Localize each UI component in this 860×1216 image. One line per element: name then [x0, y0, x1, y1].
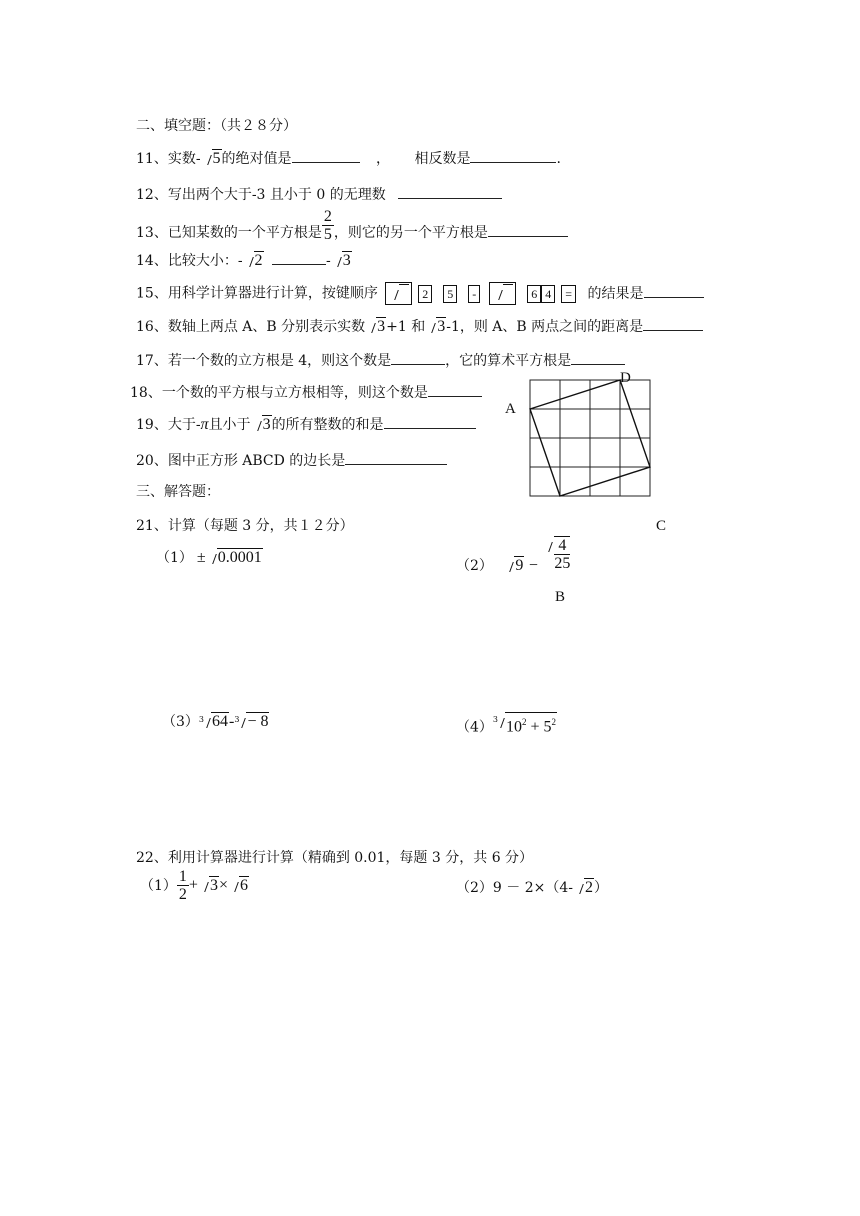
- q11-text-a: 11、实数-: [136, 151, 201, 167]
- q21-part-1: （1） ± 0.0001: [156, 549, 262, 566]
- q21-part-4: $(4)^3$ $10^2 + 5^2$: [456, 712, 557, 737]
- question-17: 17、若一个数的立方根是 4，则这个数是 ，它的算术平方根是: [136, 350, 625, 371]
- q21-part-2: （2） 9 − $\frac{4}{25}$: [456, 537, 571, 575]
- question-18: 18、一个数的平方根与立方根相等，则这个数是: [130, 382, 482, 403]
- key-4: 4: [541, 285, 555, 303]
- key-equals: =: [561, 285, 576, 303]
- question-14: 14、比较大小：- 2 - 3: [136, 252, 351, 269]
- key-6: 6: [527, 285, 541, 303]
- square-abcd-grid-figure: [528, 378, 652, 498]
- question-16: 16、数轴上两点 A、B 分别表示实数 3+1 和 3-1，则 A、B 两点之间的距离是: [136, 316, 703, 337]
- cube-root-neg-8: − 8: [237, 712, 269, 732]
- fraction-2-5: $\frac{2}{5}$: [323, 208, 332, 243]
- sqrt-fraction-4-25: $\frac{4}{25}$: [544, 536, 570, 572]
- answer-blank: [391, 350, 445, 365]
- sqrt-3: 3: [367, 317, 386, 337]
- sqrt-3: 3: [253, 415, 272, 435]
- answer-blank: [384, 414, 476, 429]
- sqrt-2: 2: [245, 251, 264, 271]
- q13-text-b: ，则它的另一个平方根是: [333, 225, 488, 241]
- key-minus: -: [468, 285, 480, 303]
- question-22-title: 22、利用计算器进行计算（精确到 0.01，每题 3 分，共 6 分）: [136, 850, 534, 866]
- answer-blank: [428, 382, 482, 397]
- label-c: C: [656, 518, 667, 534]
- answer-blank: [272, 250, 326, 265]
- q11-text-b: 的绝对值是: [221, 151, 292, 167]
- question-20: 20、图中正方形 ABCD 的边长是: [136, 450, 447, 471]
- section-2-title: 二、填空题：（共２８分）: [136, 118, 297, 134]
- sqrt-3: 3: [200, 876, 219, 896]
- answer-blank: [643, 316, 703, 331]
- key-5: 5: [443, 285, 457, 303]
- grid: [530, 380, 650, 496]
- label-b: B: [555, 589, 566, 605]
- sqrt-3: 3: [333, 251, 352, 271]
- q13-text-a: 13、已知某数的一个平方根是: [136, 225, 322, 241]
- question-21-title: 21、计算（每题 3 分，共１２分）: [136, 518, 354, 534]
- answer-blank: [345, 450, 447, 465]
- key-2: 2: [418, 285, 432, 303]
- q21-part-3: $(3)^3$ 64-$^3$ − 8: [162, 713, 269, 730]
- sqrt-5: 5: [203, 149, 222, 169]
- answer-blank: [292, 148, 360, 163]
- q11-text-d: 相反数是: [414, 151, 471, 167]
- q22-part-1: （1） $\frac{1}{2}$ + 3× 6: [140, 868, 248, 903]
- q22-part-2: （2）9 － 2×（4- 2）: [456, 879, 608, 896]
- label-a: A: [505, 401, 516, 417]
- q11-text-c: ，: [376, 151, 390, 167]
- question-12: [136, 184, 502, 205]
- sqrt-6: 6: [230, 876, 249, 896]
- question-11: 11、实数- 5的绝对值是 ， 相反数是 .: [136, 150, 561, 167]
- cube-root-64: 64: [202, 712, 229, 732]
- answer-blank: [398, 184, 502, 199]
- cube-root-expression: $10^2 + 5^2$: [496, 712, 557, 737]
- answer-blank: [644, 283, 704, 298]
- section-3-title: 三、解答题：: [136, 484, 220, 500]
- fraction-1-2: $\frac{1}{2}$: [178, 868, 187, 903]
- q12-text: 12、写出两个大于-3 且小于 0 的无理数: [136, 187, 386, 203]
- answer-blank: [470, 148, 556, 163]
- sqrt-2: 2: [575, 878, 594, 898]
- question-15: 15、用科学计算器进行计算，按键顺序 2 5 - 6 4 = 的结果是: [136, 282, 704, 305]
- question-13: [136, 208, 568, 244]
- label-d: D: [620, 370, 631, 386]
- sqrt-9: 9: [505, 556, 524, 576]
- sqrt-0.0001: 0.0001: [208, 548, 263, 568]
- question-19: 19、大于-π且小于 3的所有整数的和是: [136, 414, 476, 435]
- key-sqrt: [489, 282, 516, 305]
- key-sqrt: [385, 282, 412, 305]
- sqrt-3: 3: [427, 317, 446, 337]
- answer-blank: [488, 222, 568, 237]
- answer-blank: [571, 350, 625, 365]
